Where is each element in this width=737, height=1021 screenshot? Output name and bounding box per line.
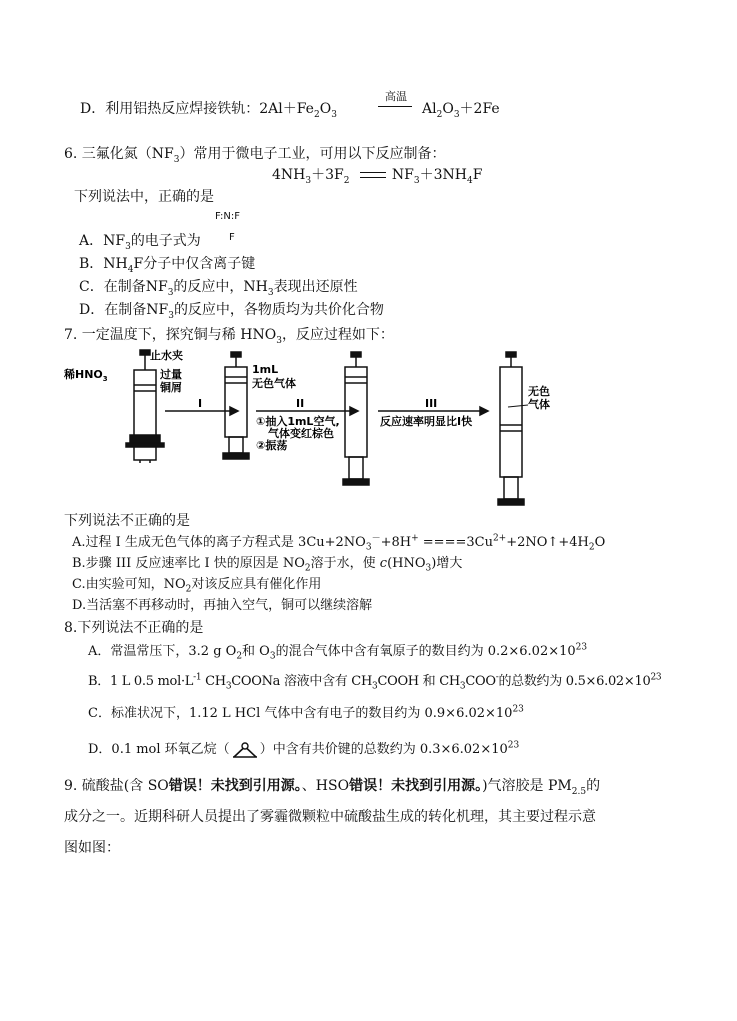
label-step-3: III — [425, 397, 438, 410]
lewis-structure-bottom: F — [229, 232, 235, 243]
q6-option-b: B．$NH_4F$分子中仅含离子键 — [79, 256, 256, 275]
q8-stem: 8.下列说法不正确的是 — [64, 620, 204, 636]
q9-line-1: 9. 硫酸盐(含 SO错误！未找到引用源。、HSO错误！未找到引用源。)气溶胶是 $PM_{2.5}$的 — [64, 778, 601, 797]
q5-condition: 高温 — [385, 90, 407, 103]
q5-arrow-line — [378, 106, 412, 107]
q8-option-d: D．0.1 mol 环氧乙烷（ ）中含有共价键的总数约为 $0.3\times 6.02\times 10^{23}$ — [88, 740, 520, 757]
label-rate: 反应速率明显比I快 — [380, 415, 473, 428]
q9-line-2: 成分之一。近期科研人员提出了雾霾微颗粒中硫酸盐生成的转化机理，其主要过程示意 — [64, 809, 596, 825]
q6-prompt: 下列说法中，正确的是 — [74, 189, 214, 205]
q7-option-b: B.步骤 III 反应速率比 I 快的原因是 $NO_2$溶于水，使 $c(HNO_3)$增大 — [72, 556, 463, 574]
q8-option-b: B．1 L 0.5 $mol\cdot L^{-1}$ $CH_3COONa$ 溶液中含有 $CH_3COOH$ 和 $CH_3COO^-$的总数约为 $0.5\times 6.02\times 10^{23}$ — [88, 672, 662, 692]
q9-line-3: 图如图： — [64, 840, 120, 856]
q6-option-d: D．在制备$NF_3$的反应中，各物质均为共价化合物 — [79, 302, 384, 321]
q6-stem: 6. 三氟化氮$(NF_3)$常用于微电子工业，可用以下反应制备： — [64, 146, 446, 165]
q6-option-a: A．$NF_3$的电子式为 — [79, 233, 201, 252]
label-copper: 铜屑 — [160, 381, 182, 394]
label-excess: 过量 — [160, 368, 182, 381]
q8-option-a: A．常温常压下，3.2 g $O_2$和 $O_3$的混合气体中含有氧原子的数目约为 $0.2\times 6.02\times 10^{23}$ — [88, 642, 588, 662]
label-step-2: II — [296, 397, 305, 410]
label-colorless-gas: 无色气体 — [252, 377, 296, 390]
label-clamp: 止水夹 — [150, 349, 183, 362]
q7-stem: 7. 一定温度下，探究铜与稀 $HNO_3$，反应过程如下： — [64, 327, 394, 346]
label-operation-2: ②振荡 — [256, 439, 288, 452]
q6-option-c: C．在制备$NF_3$的反应中，$NH_3$表现出还原性 — [79, 279, 358, 298]
label-gas-a: 无色 — [528, 385, 550, 398]
q6-equation: $4NH_3+3F_2$ $NF_3+3NH_4F$ — [272, 167, 483, 186]
epoxide-structure-icon — [230, 742, 260, 758]
q7-option-c: C.由实验可知，$NO_2$对该反应具有催化作用 — [72, 577, 322, 595]
label-acid: 稀$HNO_3$ — [64, 368, 108, 383]
label-step-1: I — [198, 397, 203, 410]
q5-products: $Al_2O_3+2Fe$ — [422, 101, 500, 120]
lewis-structure-top: F:N:F — [215, 211, 240, 222]
q8-option-c: C．标准状况下，1.12 L HCl 气体中含有电子的数目约为 $0.9\times 6.02\times 10^{23}$ — [88, 704, 524, 721]
q7-option-a: A.过程 I 生成无色气体的离子方程式是 $3Cu+2NO_3^-+8H^+$ $====3Cu^{2+}+2NO↑+4H_2O$ — [72, 533, 606, 553]
label-operation-1: ①抽入1mL空气, — [256, 415, 340, 428]
q5-option-d: D．利用铝热反应焊接铁轨：$2Al+Fe_2O_3$ — [80, 101, 337, 120]
label-operation-1b: 气体变红棕色 — [268, 427, 334, 440]
label-gas-b: 气体 — [528, 398, 550, 411]
label-volume: 1mL — [252, 363, 279, 376]
q7-prompt: 下列说法不正确的是 — [64, 513, 190, 529]
q7-option-d: D.当活塞不再移动时，再抽入空气，铜可以继续溶解 — [72, 598, 373, 613]
q7-apparatus-figure — [60, 345, 560, 510]
equals-double-line — [360, 172, 386, 178]
syringe-4-barrel — [500, 367, 522, 477]
